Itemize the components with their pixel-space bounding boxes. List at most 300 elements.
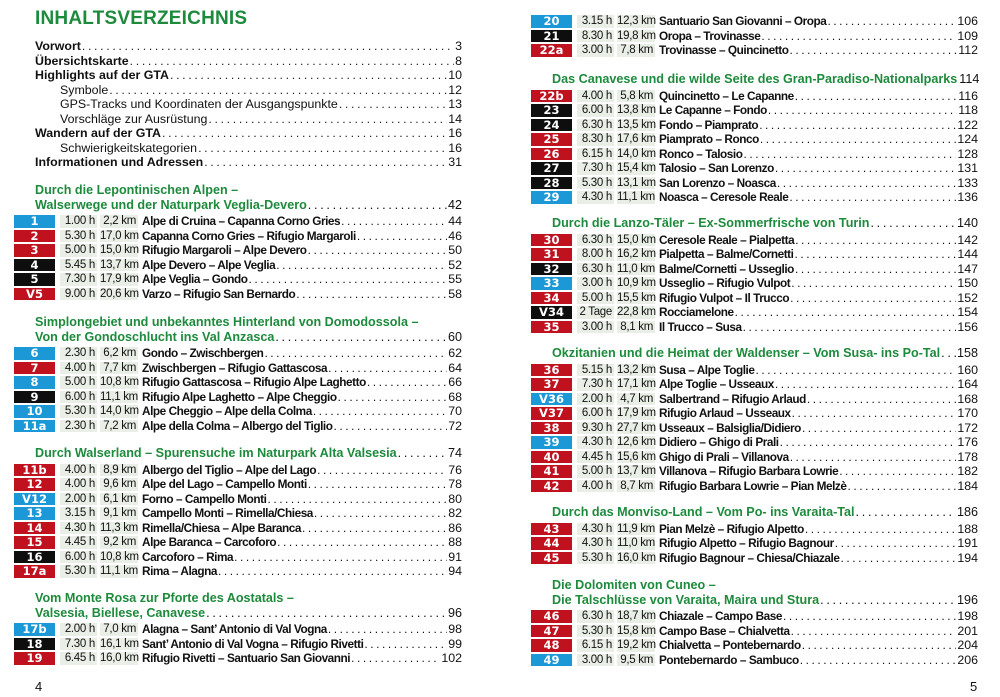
tour-name: Alpe Devero – Alpe Veglia [142, 257, 276, 272]
tour-distance: 11,1 km [617, 191, 655, 203]
dot-leader [827, 14, 956, 28]
tour-name: Campello Monti – Rimella/Chiesa [142, 506, 313, 521]
tour-number-badge: 46 [531, 610, 572, 623]
tour-distance: 11,0 km [617, 262, 655, 275]
tour-page: 94 [448, 564, 462, 579]
tour-distance: 17,6 km [617, 133, 656, 145]
tour-number-badge: 40 [531, 451, 572, 464]
tour-number-badge: 11a [14, 420, 55, 433]
dot-leader [820, 593, 956, 608]
tour-duration: 4.00 h [60, 464, 97, 477]
tour-row[interactable] [14, 477, 462, 492]
section-heading[interactable] [552, 346, 978, 361]
tour-name: Le Capanne – Fondo [659, 103, 767, 118]
tour-number-badge: 23 [531, 104, 572, 117]
section-page: 140 [956, 216, 978, 230]
tour-row[interactable] [531, 320, 978, 335]
tour-name: Alpe Toglie – Usseaux [659, 377, 774, 392]
tour-row[interactable] [14, 272, 462, 287]
section-heading[interactable] [35, 315, 462, 344]
section-page: 42 [447, 197, 462, 212]
tour-number-badge: 17a [14, 565, 55, 578]
toc-section [531, 72, 978, 205]
tour-number-badge: 22b [531, 90, 572, 103]
tour-duration: 2.30 h [60, 420, 97, 433]
tour-number-badge: V5 [14, 288, 55, 301]
tour-distance: 18,7 km [617, 610, 656, 622]
tour-row[interactable] [531, 118, 978, 133]
section-heading[interactable] [35, 183, 462, 212]
tour-distance: 17,9 km [617, 407, 656, 419]
tour-page: 142 [957, 232, 978, 247]
dot-leader [341, 214, 447, 228]
tour-row[interactable] [531, 291, 978, 306]
toc-entry[interactable] [35, 141, 462, 156]
dot-leader [735, 305, 957, 319]
tour-name: Campo Base – Chialvetta [659, 623, 790, 638]
tour-row[interactable] [531, 377, 978, 392]
tour-name: Usseglio – Rifugio Vulpot [659, 276, 791, 291]
tour-page: 133 [957, 175, 978, 190]
tour-page: 206 [957, 652, 978, 667]
tour-distance: 10,8 km [100, 376, 139, 388]
tour-page: 116 [958, 88, 978, 103]
tour-row[interactable] [531, 609, 978, 624]
tour-distance: 15,0 km [617, 233, 656, 246]
tour-page: 55 [448, 272, 462, 287]
tour-name: Zwischbergen – Rifugio Gattascosa [142, 360, 328, 375]
tour-row[interactable] [531, 406, 978, 421]
tour-duration: 3.00 h [577, 654, 614, 667]
dot-leader [276, 258, 447, 272]
section-page: 186 [956, 505, 978, 519]
tour-duration: 5.30 h [577, 552, 614, 565]
tour-row[interactable] [14, 651, 462, 666]
dot-leader [308, 477, 447, 491]
tour-row[interactable] [14, 535, 462, 550]
section-heading[interactable] [552, 578, 978, 607]
tour-duration: 6.00 h [60, 391, 97, 404]
dot-leader [339, 97, 447, 112]
tour-name: Noasca – Ceresole Reale [659, 190, 789, 205]
tour-row[interactable] [14, 375, 462, 390]
toc-entry[interactable] [35, 112, 462, 127]
tour-row[interactable] [531, 147, 978, 162]
tour-name: San Lorenzo – Noasca [659, 175, 776, 190]
tour-duration: 5.00 h [60, 376, 97, 389]
tour-row[interactable] [14, 506, 462, 521]
tour-row[interactable] [14, 243, 462, 258]
toc-entry[interactable] [35, 83, 462, 98]
tour-name: Rifugio Bagnour – Chiesa/Chiazale [659, 550, 840, 565]
section-heading[interactable] [552, 505, 978, 520]
tour-distance: 14,0 km [617, 147, 656, 160]
dot-leader [313, 404, 447, 418]
tour-distance: 9,2 km [100, 536, 138, 549]
tour-duration: 8.30 h [577, 30, 614, 43]
tour-duration: 5.00 h [60, 244, 97, 257]
toc-title: INHALTSVERZEICHNIS [35, 8, 248, 29]
tour-row[interactable] [531, 176, 978, 191]
dot-leader [328, 361, 447, 375]
toc-entry[interactable] [35, 97, 462, 112]
tour-page: 99 [448, 636, 462, 651]
section-heading-text: Valsesia, Biellese, Canavese [35, 605, 206, 620]
tour-page: 66 [448, 375, 462, 390]
tour-duration: 7.30 h [577, 162, 614, 175]
tour-row[interactable] [531, 29, 978, 44]
tour-distance: 19,8 km [617, 29, 656, 42]
tour-distance: 17,1 km [617, 378, 656, 390]
tour-page: 46 [448, 228, 462, 243]
tour-number-badge: 26 [531, 148, 572, 161]
tour-page: 44 [448, 214, 462, 229]
tour-duration: 4.00 h [60, 478, 97, 491]
tour-duration: 4.45 h [60, 536, 97, 549]
tour-number-badge: 18 [14, 638, 55, 651]
tour-number-badge: 2 [14, 230, 55, 243]
toc-entry-label: Highlights auf der GTA [35, 68, 169, 82]
tour-row[interactable] [531, 262, 978, 277]
tour-number-badge: 21 [531, 30, 572, 43]
tour-name: Rifugio Vulpot – Il Trucco [659, 290, 790, 305]
tour-page: 109 [957, 28, 978, 43]
tour-row[interactable] [531, 363, 978, 378]
section-heading-line [35, 315, 462, 330]
tour-distance: 9,6 km [100, 478, 138, 491]
tour-number-badge: 16 [14, 551, 55, 564]
dot-leader [805, 522, 956, 536]
tour-number-badge: 1 [14, 215, 55, 228]
tour-row[interactable] [14, 214, 462, 229]
tour-row[interactable] [531, 233, 978, 248]
tour-number-badge: 45 [531, 552, 572, 565]
tour-row[interactable] [14, 361, 462, 376]
tour-row[interactable] [531, 522, 978, 537]
tour-duration: 5.30 h [577, 625, 614, 638]
tour-distance: 4,7 km [617, 393, 655, 406]
tour-row[interactable] [531, 14, 978, 29]
tour-number-badge: 25 [531, 133, 572, 146]
tour-row[interactable] [531, 421, 978, 436]
tour-number-badge: 42 [531, 480, 572, 493]
tour-number-badge: 22a [531, 44, 572, 57]
dot-leader [277, 535, 447, 549]
tour-row[interactable] [531, 276, 978, 291]
tour-distance: 7,0 km [100, 623, 138, 636]
tour-row[interactable] [14, 622, 462, 637]
tour-page: 188 [957, 521, 978, 536]
tour-page: 164 [957, 377, 978, 392]
tour-row[interactable] [531, 653, 978, 668]
tour-duration: 8.00 h [577, 248, 614, 261]
tour-page: 64 [448, 360, 462, 375]
section-heading-text: Die Dolomiten von Cuneo – [552, 578, 716, 592]
tour-distance: 7,8 km [617, 44, 655, 57]
tour-number-badge: 31 [531, 248, 572, 261]
tour-page: 198 [957, 609, 978, 624]
tour-name: Forno – Campello Monti [142, 491, 267, 506]
tour-row[interactable] [531, 392, 978, 407]
tour-distance: 13,2 km [617, 363, 656, 376]
section-heading[interactable] [35, 446, 462, 461]
tour-row[interactable] [14, 258, 462, 273]
dot-leader [296, 287, 447, 301]
tour-name: Carcoforo – Rima [142, 549, 234, 564]
tour-page: 176 [957, 435, 978, 450]
tour-distance: 11,1 km [100, 390, 138, 403]
tour-duration: 3.00 h [577, 321, 614, 334]
section-page: 196 [956, 592, 978, 607]
tour-name: Ghigo di Prali – Villanova [659, 449, 789, 464]
tour-number-badge: V34 [531, 306, 572, 319]
tour-duration: 4.45 h [577, 451, 614, 464]
tour-number-badge: 48 [531, 639, 572, 652]
tour-name: Ronco – Talosio [659, 146, 743, 161]
dot-leader [357, 229, 447, 243]
toc-entry[interactable] [35, 155, 462, 170]
tour-duration: 6.15 h [577, 639, 614, 652]
tour-row[interactable] [531, 464, 978, 479]
dot-leader [847, 479, 956, 493]
tour-distance: 12,3 km [617, 15, 656, 27]
tour-number-badge: 43 [531, 523, 572, 536]
tour-row[interactable] [531, 103, 978, 118]
tour-name: Trovinasse – Quincinetto [659, 43, 789, 58]
section-heading[interactable] [35, 591, 462, 620]
tour-row[interactable] [14, 550, 462, 565]
tour-name: Didiero – Ghigo di Prali [659, 435, 779, 450]
toc-entry[interactable] [35, 126, 462, 141]
tour-number-badge: 39 [531, 436, 572, 449]
tour-row[interactable] [14, 229, 462, 244]
tour-duration: 6.30 h [577, 119, 614, 132]
intro-list [35, 39, 462, 170]
tour-row[interactable] [531, 479, 978, 494]
tour-row[interactable] [14, 287, 462, 302]
tour-page: 172 [957, 420, 978, 435]
tour-row[interactable] [14, 521, 462, 536]
tour-row[interactable] [14, 463, 462, 478]
tour-number-badge: 34 [531, 292, 572, 305]
dot-leader [317, 463, 447, 477]
tour-row[interactable] [14, 346, 462, 361]
toc-entry-page: 13 [448, 97, 462, 111]
tour-duration: 4.30 h [60, 522, 97, 535]
tour-row[interactable] [531, 551, 978, 566]
tour-row[interactable] [531, 132, 978, 147]
tour-row[interactable] [14, 404, 462, 419]
tour-distance: 22,8 km [617, 306, 656, 318]
section-page: 158 [956, 346, 978, 360]
dot-leader [218, 564, 447, 578]
tour-duration: 2.00 h [60, 493, 97, 506]
tour-page: 80 [448, 491, 462, 506]
dot-leader [162, 126, 447, 141]
tour-name: Chialvetta – Pontebernardo [659, 638, 801, 653]
tour-distance: 10,8 km [100, 550, 139, 563]
tour-distance: 13,7 km [617, 465, 656, 477]
tour-row[interactable] [531, 638, 978, 653]
tour-duration: 6.00 h [577, 407, 614, 420]
tour-page: 76 [448, 462, 462, 477]
tour-page: 178 [957, 449, 978, 464]
tour-duration: 4.30 h [577, 436, 614, 449]
tour-page: 204 [957, 638, 978, 653]
tour-page: 201 [957, 623, 978, 638]
tour-row[interactable] [531, 190, 978, 205]
dot-leader [338, 390, 448, 404]
tour-number-badge: 32 [531, 263, 572, 276]
tour-distance: 16,2 km [617, 248, 656, 260]
tour-row[interactable] [14, 419, 462, 434]
tour-distance: 15,6 km [617, 450, 656, 463]
tour-number-badge: 24 [531, 119, 572, 132]
tour-distance: 15,0 km [100, 244, 139, 256]
tour-duration: 8.30 h [577, 133, 614, 146]
tour-distance: 10,9 km [617, 277, 656, 289]
tour-number-badge: 33 [531, 277, 572, 290]
section-heading-text: Durch das Monviso-Land – Vom Po- ins Varaita-Tal [552, 505, 855, 519]
tour-row[interactable] [14, 390, 462, 405]
tour-row[interactable] [531, 43, 978, 58]
tour-distance: 16,1 km [100, 637, 139, 650]
tour-row[interactable] [531, 435, 978, 450]
dot-leader [275, 330, 447, 345]
toc-entry-label: Vorwort [35, 39, 81, 53]
dot-leader [780, 435, 957, 449]
tour-row[interactable] [531, 247, 978, 262]
tour-row[interactable] [531, 305, 978, 320]
tour-duration: 6.00 h [577, 104, 614, 117]
tour-row[interactable] [14, 492, 462, 507]
toc-entry[interactable] [35, 54, 462, 69]
tour-page: 156 [957, 319, 978, 334]
toc-section [531, 216, 978, 334]
tour-duration: 7.30 h [60, 638, 97, 651]
tour-duration: 4.00 h [577, 90, 614, 103]
section-heading[interactable] [552, 216, 978, 231]
tour-name: Piamprato – Ronco [659, 132, 759, 147]
tour-number-badge: 28 [531, 177, 572, 190]
tour-row[interactable] [531, 536, 978, 551]
dot-leader [249, 272, 448, 286]
tour-number-badge: 44 [531, 537, 572, 550]
toc-section [14, 446, 462, 579]
tour-name: Rima – Alagna [142, 564, 218, 579]
tour-page: 91 [448, 549, 462, 564]
dot-leader [109, 83, 447, 98]
tour-duration: 5.30 h [60, 230, 97, 243]
tour-duration: 9.00 h [60, 288, 97, 301]
tour-duration: 6.15 h [577, 148, 614, 161]
dot-leader [328, 622, 447, 636]
toc-entry-page: 3 [455, 39, 462, 53]
dot-leader [264, 346, 447, 360]
dot-leader [790, 450, 957, 464]
dot-leader [208, 112, 447, 127]
tour-name: Rifugio Barbara Lowrie – Pian Melzè [659, 478, 847, 493]
tour-page: 98 [448, 622, 462, 637]
toc-section [14, 591, 462, 666]
dot-leader [791, 276, 956, 290]
tour-page: 68 [448, 389, 462, 404]
toc-entry-label: Übersichtskarte [35, 53, 129, 68]
tour-page: 131 [957, 161, 978, 176]
dot-leader [334, 419, 448, 433]
dot-leader [398, 446, 447, 461]
tour-number-badge: 5 [14, 273, 55, 286]
tour-distance: 15,4 km [617, 162, 656, 174]
tour-page: 152 [957, 290, 978, 305]
section-heading[interactable] [552, 72, 978, 87]
tour-duration: 5.45 h [60, 259, 97, 272]
tour-distance: 5,8 km [617, 90, 655, 103]
tour-name: Sant’ Antonio di Val Vogna – Rifugio Rivetti [142, 636, 364, 651]
section-heading-line [35, 606, 462, 621]
tour-page: 70 [448, 404, 462, 419]
tour-name: Rifugio Gattascosa – Rifugio Alpe Laghetto [142, 375, 366, 390]
tour-duration: 5.15 h [577, 364, 614, 377]
tour-page: 102 [441, 651, 462, 666]
section-heading-line [552, 346, 978, 361]
tour-number-badge: 8 [14, 376, 55, 389]
page-number-right: 5 [970, 679, 978, 694]
tour-name: Pontebernardo – Sambuco [659, 652, 799, 667]
tour-number-badge: 47 [531, 625, 572, 638]
tour-duration: 7.30 h [577, 378, 614, 391]
tour-row[interactable] [14, 637, 462, 652]
tour-name: Alpe Cheggio – Alpe della Colma [142, 404, 312, 419]
section-heading-line [35, 446, 462, 461]
section-heading-line [552, 578, 978, 593]
section-page: 114 [959, 72, 980, 86]
toc-entry-label: GPS-Tracks und Koordinaten der Ausgangspunkte [60, 97, 338, 111]
section-heading-text: Die Talschlüsse von Varaita, Maira und Stura [552, 592, 820, 607]
tour-row[interactable] [531, 89, 978, 104]
tour-row[interactable] [531, 450, 978, 465]
section-heading-text: Vom Monte Rosa zur Pforte des Aostatals – [35, 591, 294, 605]
dot-leader [170, 68, 447, 83]
tour-name: Balme/Cornetti – Usseglio [659, 261, 794, 276]
tour-row[interactable] [531, 624, 978, 639]
tour-distance: 13,8 km [617, 104, 656, 116]
toc-entry[interactable] [35, 68, 462, 83]
tour-name: Ceresole Reale – Pialpetta [659, 232, 795, 247]
toc-entry[interactable] [35, 39, 462, 54]
tour-page: 147 [957, 261, 978, 276]
tour-duration: 6.30 h [577, 263, 614, 276]
tour-page: 58 [448, 286, 462, 301]
dot-leader [308, 243, 448, 257]
tour-duration: 4.30 h [577, 191, 614, 204]
dot-leader [856, 505, 956, 520]
tour-duration: 2 Tage [577, 306, 614, 319]
tour-page: 154 [957, 305, 978, 320]
tour-distance: 14,0 km [100, 405, 139, 417]
section-heading-line [552, 72, 978, 87]
tour-duration: 3.15 h [577, 15, 614, 28]
tour-distance: 13,1 km [617, 176, 656, 189]
tour-name: Varzo – Rifugio San Bernardo [142, 286, 296, 301]
tour-row[interactable] [531, 161, 978, 176]
tour-row[interactable] [14, 564, 462, 579]
tour-duration: 6.30 h [577, 610, 614, 623]
toc-section [14, 183, 462, 301]
tour-name: Rifugio Rivetti – Santuario San Giovanni [142, 651, 351, 666]
section-heading-text: Durch Walserland – Spurensuche im Naturpark Alta Valsesia [35, 446, 397, 460]
tour-duration: 2.00 h [60, 623, 97, 636]
